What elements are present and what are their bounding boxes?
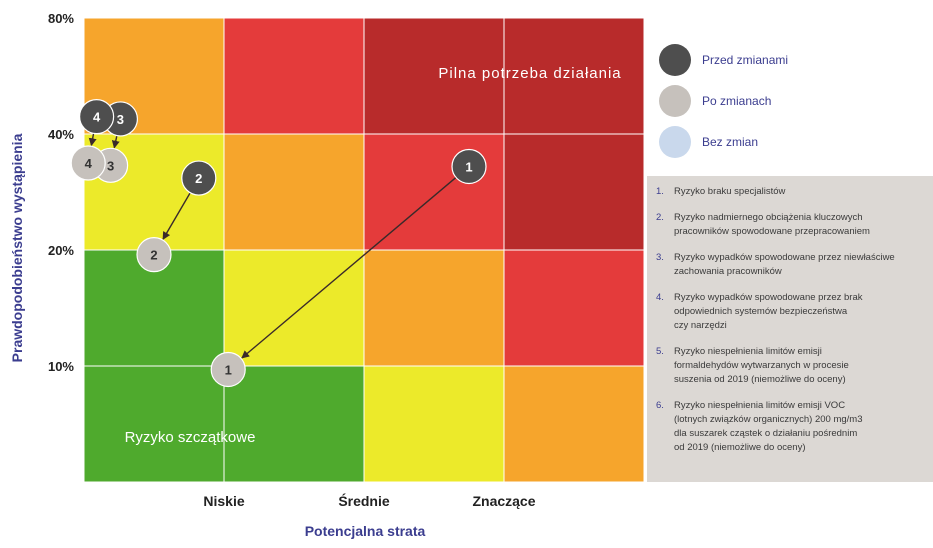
- y-axis-label: Prawdopodobieństwo wystąpienia: [9, 133, 25, 363]
- x-tick-label: Znaczące: [472, 493, 536, 509]
- risk-marker-before: [452, 149, 486, 183]
- x-tick-label: Średnie: [338, 493, 390, 509]
- y-tick-label: 20%: [47, 243, 74, 258]
- x-axis-label: Potencjalna strata: [304, 523, 426, 539]
- matrix-cell: [224, 134, 364, 250]
- risk-marker-label: 4: [84, 156, 92, 171]
- matrix-cell: [504, 134, 644, 250]
- risk-list-number: 3.: [656, 252, 664, 263]
- risk-list-item: [656, 346, 849, 385]
- risk-list-number: 4.: [656, 292, 664, 303]
- risk-list-number: 2.: [656, 212, 664, 223]
- risk-list-text: Ryzyko niespełnienia limitów emisji: [674, 346, 822, 357]
- risk-list-number: 5.: [656, 346, 664, 357]
- risk-list-text: Ryzyko niespełnienia limitów emisji VOC: [674, 400, 846, 411]
- matrix-cell: [224, 366, 364, 482]
- matrix-cell: [84, 366, 224, 482]
- risk-list-number: 6.: [656, 400, 664, 411]
- y-tick-label: 40%: [47, 127, 74, 142]
- risk-list-item: [656, 186, 786, 197]
- risk-list-text: zachowania pracowników: [674, 266, 782, 277]
- risk-marker-label: 2: [150, 247, 158, 263]
- y-tick-label: 10%: [47, 359, 74, 374]
- zone-label-residual: Ryzyko szczątkowe: [124, 429, 256, 446]
- legend-label: Bez zmian: [702, 135, 759, 149]
- risk-marker-label: 3: [106, 158, 115, 174]
- legend-label: Przed zmianami: [702, 53, 789, 67]
- matrix-cell: [364, 366, 504, 482]
- risk-marker-label: 3: [116, 111, 125, 127]
- risk-marker-before: [182, 161, 216, 195]
- risk-list-text: dla suszarek cząstek o działaniu pośrednim: [674, 428, 858, 439]
- risk-marker-before: [80, 100, 114, 134]
- risk-list-number: 1.: [656, 186, 664, 197]
- legend-label: Po zmianach: [702, 94, 772, 108]
- risk-list-text: czy narzędzi: [674, 320, 727, 331]
- matrix-cell: [224, 18, 364, 134]
- risk-list-text: Ryzyko braku specjalistów: [674, 186, 786, 197]
- legend-swatch: [659, 85, 691, 117]
- risk-marker-label: 1: [224, 362, 232, 378]
- zone-label-urgent: Pilna potrzeba działania: [438, 65, 622, 82]
- risk-marker-after: [71, 146, 105, 180]
- matrix-cell: [504, 250, 644, 366]
- matrix-cell: [504, 366, 644, 482]
- risk-list-panel: [647, 176, 933, 482]
- matrix-cell: [364, 134, 504, 250]
- risk-list-text: odpowiednich systemów bezpieczeństwa: [674, 306, 848, 317]
- risk-list-text: Ryzyko wypadków spowodowane przez brak: [674, 292, 863, 303]
- risk-list-text: (lotnych związków organicznych) 200 mg/m3: [674, 414, 863, 425]
- risk-list-text: Ryzyko wypadków spowodowane przez niewłaściwe: [674, 252, 895, 263]
- y-tick-label: 80%: [47, 11, 74, 26]
- matrix-cell: [224, 250, 364, 366]
- risk-marker-after: [137, 238, 171, 272]
- risk-marker-label: 4: [92, 109, 101, 125]
- legend-swatch: [659, 126, 691, 158]
- matrix-cell: [364, 250, 504, 366]
- risk-list-text: od 2019 (niemożliwe do oceny): [674, 442, 806, 453]
- risk-marker-after: [211, 352, 245, 386]
- legend-swatch: [659, 44, 691, 76]
- risk-list-text: pracowników spowodowane przepracowaniem: [674, 226, 870, 237]
- risk-marker-label: 1: [465, 159, 473, 175]
- legend: [659, 44, 788, 158]
- risk-marker-label: 2: [195, 171, 203, 187]
- risk-list-text: formaldehydów wytwarzanych w procesie: [674, 360, 849, 371]
- x-tick-label: Niskie: [203, 493, 245, 509]
- risk-list-text: Ryzyko nadmiernego obciążenia kluczowych: [674, 212, 863, 223]
- risk-list-text: suszenia od 2019 (niemożliwe do oceny): [674, 374, 846, 385]
